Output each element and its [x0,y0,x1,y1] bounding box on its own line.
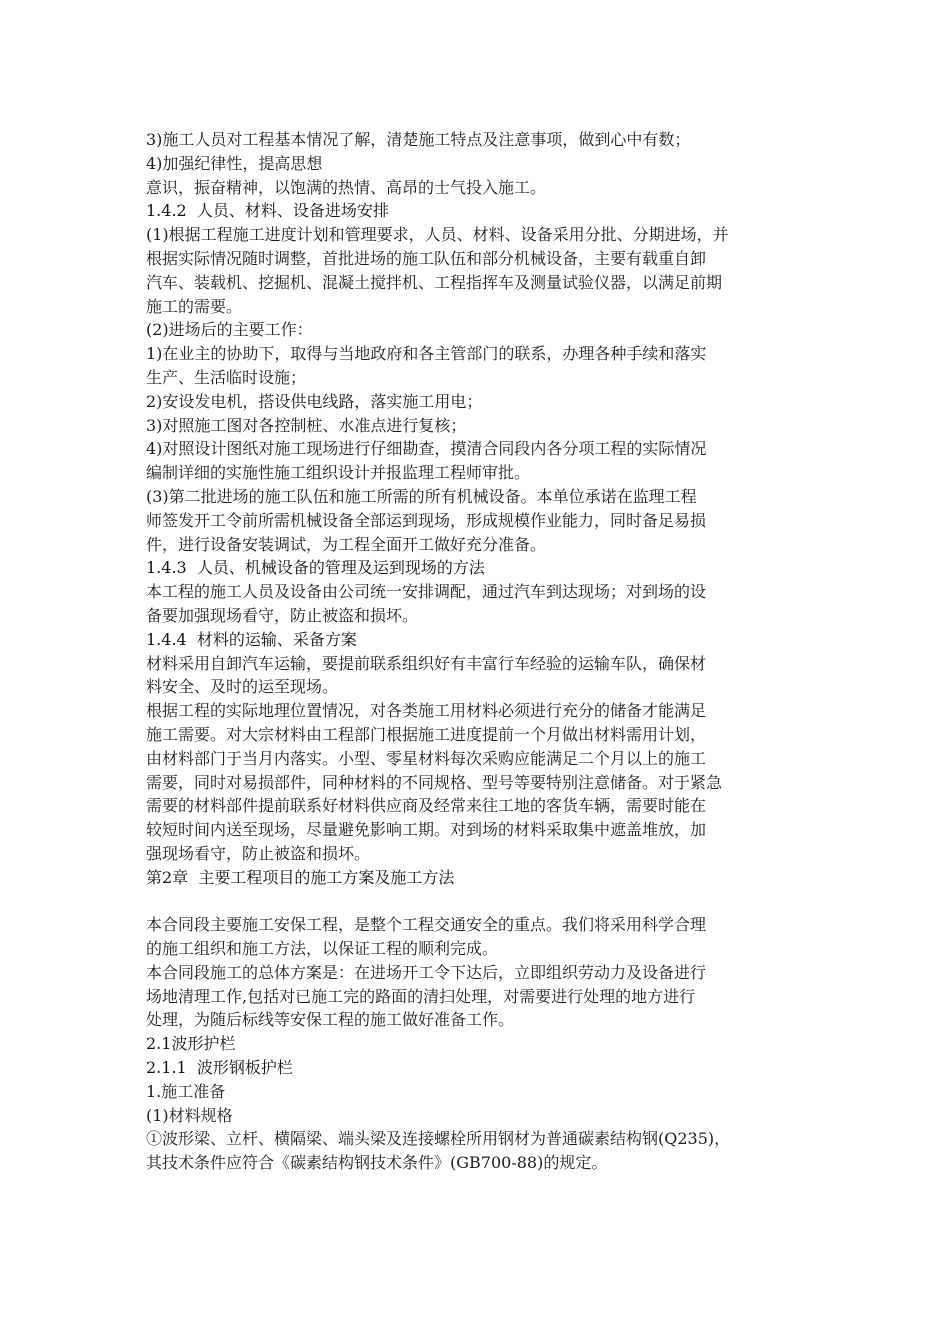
text-line: 需要的材料部件提前联系好材料供应商及经常来往工地的客货车辆，需要时能在 [146,796,707,816]
text-line: 由材料部门于当月内落实。小型、零星材料每次采购应能满足二个月以上的施工 [146,748,707,768]
text-line: 意识，振奋精神，以饱满的热情、高昂的士气投入施工。 [146,177,547,197]
text-line: (1)材料规格 [146,1105,233,1125]
text-line: 较短时间内送至现场，尽量避免影响工期。对到场的材料采取集中遮盖堆放，加 [146,820,707,840]
text-line: 根据工程的实际地理位置情况，对各类施工用材料必须进行充分的储备才能满足 [146,701,707,721]
text-line: (3)第二批进场的施工队伍和施工所需的所有机械设备。本单位承诺在监理工程 [146,486,697,506]
text-line: 本工程的施工人员及设备由公司统一安排调配，通过汽车到达现场；对到场的设 [146,582,707,602]
section-heading-1-4-3: 1.4.3 人员、机械设备的管理及运到现场的方法 [146,558,485,578]
text-line: 强现场看守，防止被盗和损坏。 [146,843,371,863]
text-line: 本合同段施工的总体方案是：在进场开工令下达后，立即组织劳动力及设备进行 [146,962,707,982]
section-heading-2-1: 2.1波形护栏 [146,1034,236,1054]
chapter-heading-2: 第2章 主要工程项目的施工方案及施工方法 [146,867,455,887]
section-heading-1-4-4: 1.4.4 材料的运输、采备方案 [146,629,357,649]
text-line: 4)对照设计图纸对施工现场进行仔细勘查，摸清合同段内各分项工程的实际情况 [146,439,707,459]
text-line: 材料采用自卸汽车运输，要提前联系组织好有丰富行车经验的运输车队，确保材 [146,653,707,673]
text-line: 件，进行设备安装调试，为工程全面开工做好充分准备。 [146,534,547,554]
text-line: 1)在业主的协助下，取得与当地政府和各主管部门的联系，办理各种手续和落实 [146,344,707,364]
text-line: 施工的需要。 [146,296,243,316]
text-line: 处理，为随后标线等安保工程的施工做好准备工作。 [146,1010,515,1030]
text-line: 1.施工准备 [146,1081,226,1101]
text-line: 施工需要。对大宗材料由工程部门根据施工进度提前一个月做出材料需用计划， [146,724,707,744]
text-line: 3)施工人员对工程基本情况了解，清楚施工特点及注意事项，做到心中有数； [146,130,691,149]
text-line: 4)加强纪律性，提高思想 [146,153,323,173]
text-line: 编制详细的实施性施工组织设计并报监理工程师审批。 [146,463,531,483]
text-line: 根据实际情况随时调整，首批进场的施工队伍和部分机械设备，主要有载重自卸 [146,248,707,268]
blank-line [146,890,814,914]
text-line: 需要，同时对易损部件，同种材料的不同规格、型号等要特别注意储备。对于紧急 [146,772,723,792]
text-line: 2)安设发电机，搭设供电线路，落实施工用电； [146,391,483,411]
text-line: 其技术条件应符合《碳素结构钢技术条件》(GB700-88)的规定。 [146,1153,608,1173]
text-line: ①波形梁、立杆、横隔梁、端头梁及连接螺栓所用钢材为普通碳素结构钢(Q235)， [146,1129,731,1149]
text-line: (2)进场后的主要工作： [146,320,313,340]
text-line: 场地清理工作,包括对已施工完的路面的清扫处理，对需要进行处理的地方进行 [146,986,696,1006]
section-heading-1-4-2: 1.4.2 人员、材料、设备进场安排 [146,201,389,221]
text-line: 的施工组织和施工方法，以保证工程的顺利完成。 [146,939,499,959]
text-line: 汽车、装载机、挖掘机、混凝土搅拌机、工程指挥车及测量试验仪器，以满足前期 [146,272,723,292]
document-page [146,128,814,1175]
text-line: 备要加强现场看守，防止被盗和损坏。 [146,605,419,625]
text-line: 料安全、及时的运至现场。 [146,677,339,697]
text-line: (1)根据工程施工进度计划和管理要求，人员、材料、设备采用分批、分期进场，并 [146,225,729,245]
section-heading-2-1-1: 2.1.1 波形钢板护栏 [146,1058,293,1078]
text-line: 本合同段主要施工安保工程，是整个工程交通安全的重点。我们将采用科学合理 [146,915,707,935]
text-line: 3)对照施工图对各控制桩、水准点进行复核； [146,415,467,435]
text-line: 师签发开工令前所需机械设备全部运到现场，形成规模作业能力，同时备足易损 [146,510,707,530]
text-line: 生产、生活临时设施； [146,367,307,387]
